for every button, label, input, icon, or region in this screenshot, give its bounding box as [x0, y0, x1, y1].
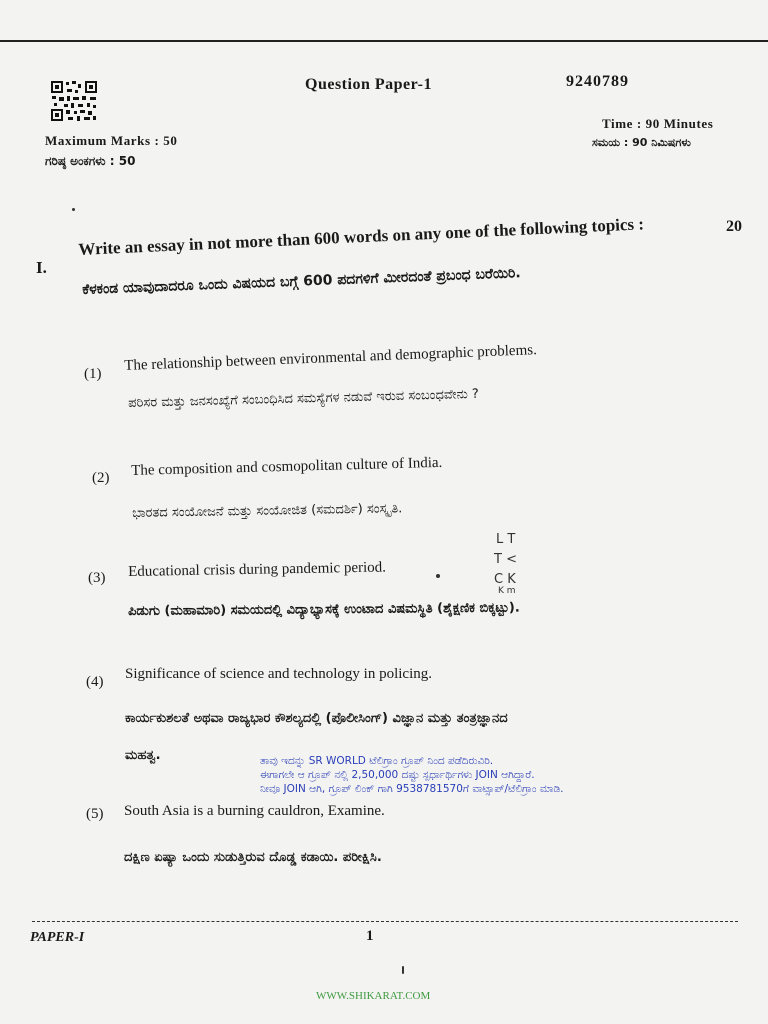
topic-number: (3)	[88, 570, 106, 586]
topic-number: (1)	[84, 366, 102, 382]
topic-text-kn: ಪರಿಸರ ಮತ್ತು ಜನಸಂಖ್ಯೆಗೆ ಸಂಬಂಧಿಸಿದ ಸಮಸ್ಯೆಗಳ ನಡುವೆ ಇರುವ ಸಂಬಂಧವೇನು ?	[128, 386, 480, 411]
qr-code-icon	[50, 80, 98, 122]
speck	[72, 208, 75, 211]
topic-text-en: The relationship between environmental and demographic problems.	[124, 342, 538, 374]
topic-text-kn: ಕಾರ್ಯಕುಶಲತೆ ಅಥವಾ ರಾಜ್ಯಭಾರ ಕೌಶಲ್ಯದಲ್ಲಿ (ಪೊಲೀಸಿಂಗ್) ವಿಜ್ಞಾನ ಮತ್ತು ತಂತ್ರಜ್ಞಾನದ	[125, 711, 508, 726]
speck	[402, 966, 404, 974]
section-heading-kn: ಕೆಳಕಂಡ ಯಾವುದಾದರೂ ಒಂದು ವಿಷಯದ ಬಗ್ಗೆ 600 ಪದಗಳಿಗೆ ಮೀರದಂತೆ ಪ್ರಬಂಧ ಬರೆಯಿರಿ.	[82, 265, 521, 298]
section-marks: 20	[726, 218, 742, 235]
section-number: I.	[36, 258, 47, 277]
topic-text-en: The composition and cosmopolitan culture of India.	[131, 454, 443, 479]
topic-text-kn-continued: ಮಹತ್ವ.	[125, 748, 161, 763]
overlay-note-line: ನೀವೂ JOIN ಆಗಿ, ಗ್ರೂಪ್ ಲಿಂಕ್ ಗಾಗಿ 9538781570ಗೆ ವಾಟ್ಸಾಪ್/ಟೆಲಿಗ್ರಾಂ ಮಾಡಿ.	[260, 783, 564, 795]
topic-text-kn: ಭಾರತದ ಸಂಯೋಜನೆ ಮತ್ತು ಸಂಯೋಜಿತ (ಸಮದರ್ಶಿ) ಸಂಸ್ಕೃತಿ.	[132, 501, 403, 521]
max-marks-en: Maximum Marks : 50	[45, 133, 178, 148]
handwriting-row: K m	[498, 586, 516, 596]
footer-divider	[32, 921, 738, 922]
topic-text-en: Significance of science and technology in policing.	[125, 666, 432, 682]
topic-text-en: South Asia is a burning cauldron, Examine.	[124, 803, 385, 819]
paper-code: 9240789	[566, 73, 629, 90]
website-watermark: WWW.SHIKARAT.COM	[316, 990, 431, 1002]
section-heading-en: Write an essay in not more than 600 words on any one of the following topics :	[78, 214, 645, 259]
handwriting-row: C K	[494, 572, 516, 587]
topic-number: (4)	[86, 674, 104, 690]
topic-number: (2)	[92, 470, 110, 486]
handwriting-row: T <	[494, 552, 517, 567]
time-kn: ಸಮಯ : 90 ನಿಮಿಷಗಳು	[592, 136, 691, 149]
footer-paper-label: PAPER-I	[30, 930, 85, 945]
max-marks-kn: ಗರಿಷ್ಠ ಅಂಕಗಳು : 50	[45, 154, 136, 168]
ink-mark	[436, 574, 440, 578]
overlay-note-line: ತಾವು ಇದನ್ನು SR WORLD ಟೆಲಿಗ್ರಾಂ ಗ್ರೂಪ್ ನಿಂದ ಪಡೆದಿರುವಿರಿ.	[260, 755, 494, 767]
time-en: Time : 90 Minutes	[602, 116, 714, 131]
topic-text-kn: ಪಿಡುಗು (ಮಹಾಮಾರಿ) ಸಮಯದಲ್ಲಿ ವಿದ್ಯಾಭ್ಯಾಸಕ್ಕೆ ಉಂಟಾದ ವಿಷಮಸ್ಥಿತಿ (ಶೈಕ್ಷಣಿಕ ಬಿಕ್ಕಟ್ಟು).	[128, 600, 520, 619]
handwriting-row: L T	[496, 532, 516, 547]
page-number: 1	[366, 928, 374, 944]
topic-text-kn: ದಕ್ಷಿಣ ಏಷ್ಯಾ ಒಂದು ಸುಡುತ್ತಿರುವ ದೊಡ್ಡ ಕಡಾಯಿ. ಪರೀಕ್ಷಿಸಿ.	[124, 850, 382, 865]
paper-title: Question Paper-1	[305, 76, 432, 93]
overlay-note-line: ಈಗಾಗಲೇ ಆ ಗ್ರೂಪ್ ನಲ್ಲಿ 2,50,000 ದಷ್ಟು ಸ್ಪರ್ಧಾರ್ಥಿಗಳು JOIN ಆಗಿದ್ದಾರೆ.	[260, 769, 535, 781]
topic-number: (5)	[86, 806, 104, 822]
top-rule	[0, 40, 768, 42]
topic-text-en: Educational crisis during pandemic period.	[128, 559, 387, 580]
